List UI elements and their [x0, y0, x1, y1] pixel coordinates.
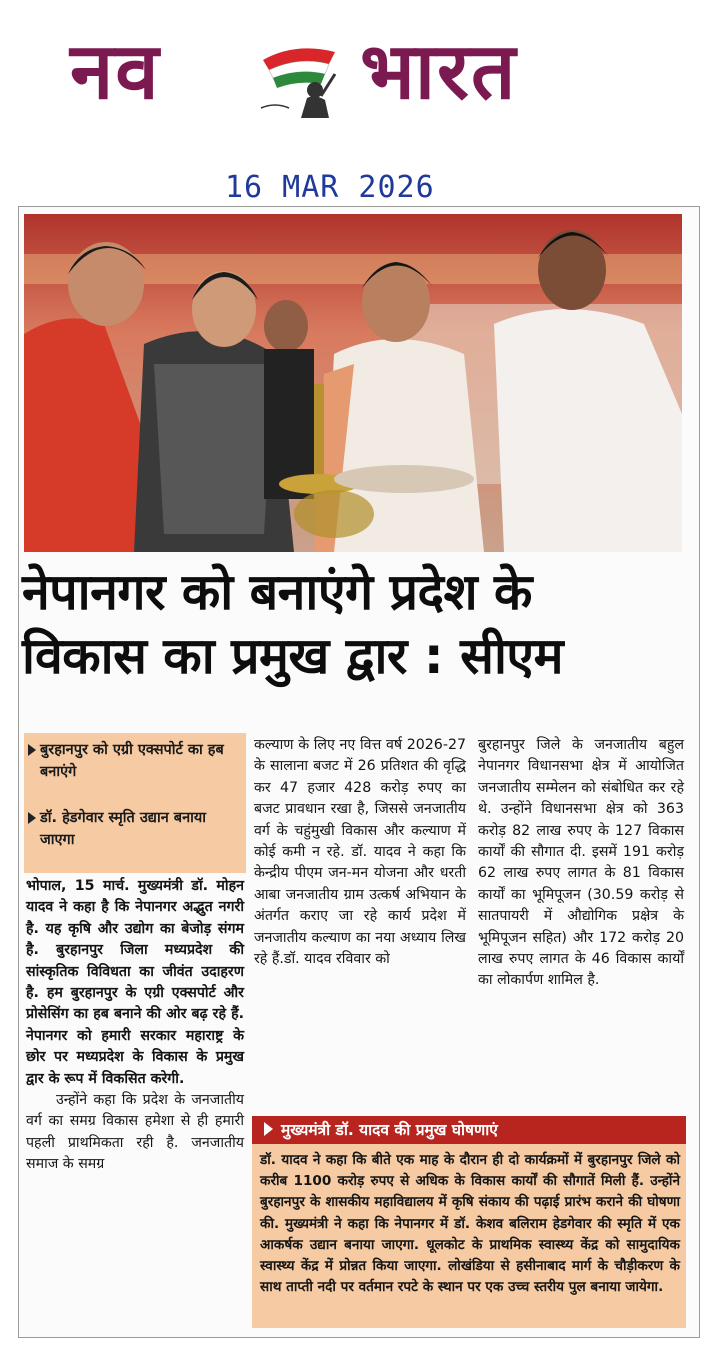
headline-line-2: विकास का प्रमुख द्वार : सीएम: [22, 627, 563, 685]
announcements-box: [252, 1116, 686, 1328]
highlight-item: [28, 807, 238, 851]
bullet-triangle-icon: [28, 812, 36, 824]
date-stamp: 16 MAR 2026: [225, 170, 435, 205]
highlight-text: डॉ. हेडगेवार स्मृति उद्यान बनाया जाएगा: [40, 810, 207, 848]
body-paragraph: कल्याण के लिए नए वित्त वर्ष 2026-27 के सालाना बजट में 26 प्रतिशत की वृद्धि कर 47 हजार 428 करोड़ रुपए का बजट प्रावधान रखा है, जिससे जनजातीय वर्ग के चहुंमुखी विकास और कल्याण में कोई कमी न रहे. डॉ. यादव ने कहा कि केन्द्रीय पीएम जन-मन योजना और धरती आबा जनजातीय ग्राम उत्कर्ष अभियान के अंतर्गत कराए जा रहे कार्य प्रदेश में जनजातीय कल्याण का नया अध्याय लिख रहे हैं.डॉ. यादव रविवार को: [254, 737, 466, 968]
highlight-item: [28, 739, 238, 783]
bullet-triangle-icon: [28, 744, 36, 756]
announcements-text: डॉ. यादव ने कहा कि बीते एक माह के दौरान ही दो कार्यक्रमों में बुरहानपुर जिले को करीब 1100 करोड़ रुपए से अधिक के विकास कार्यों की सौगातें मिली हैं. उन्होंने बुरहानपुर के शासकीय महाविद्यालय में कृषि संकाय की पढ़ाई प्रारंभ कराने की घोषणा की. मुख्यमंत्री ने कहा कि नेपानगर में डॉ. केशव बलिराम हेडगेवार की स्मृति में एक आकर्षक उद्यान बनाया जाएगा. धूलकोट के प्राथमिक स्वास्थ्य केंद्र को सामुदायिक स्वास्थ्य केंद्र में प्रोन्नत किया जाएगा. लोखंडिया से हसीनाबाद मार्ग के चौड़ीकरण के साथ ताप्ती नदी पर वर्तमान रपटे के स्थान पर एक उच्च स्तरीय पुल बनाया जायेगा.: [260, 1152, 680, 1296]
highlight-text: बुरहानपुर को एग्री एक्सपोर्ट का हब बनाएंगे: [40, 742, 224, 780]
title-triangle-icon: [264, 1122, 273, 1136]
masthead-left-word: नव: [70, 26, 161, 117]
announcements-title: मुख्यमंत्री डॉ. यादव की प्रमुख घोषणाएं: [281, 1121, 498, 1139]
lead-paragraph: भोपाल, 15 मार्च. मुख्यमंत्री डॉ. मोहन यादव ने कहा है कि नेपानगर अद्भुत नगरी है. यह कृषि और उद्योग का बेजोड़ संगम है. बुरहानपुर जिला मध्यप्रदेश की सांस्कृतिक विविधता का जीवंत उदाहरण है. हम बुरहानपुर के एग्री एक्सपोर्ट और प्रोसेसिंग का हब बनाने की ओर बढ़ रहे हैं. नेपानगर को हमारी सरकार महाराष्ट्र के छोर पर मध्यप्रदेश के विकास के प्रमुख द्वार के रूप में विकसित करेगी.: [26, 878, 244, 1087]
masthead: [60, 22, 620, 132]
headline-line-1: नेपानगर को बनाएंगे प्रदेश के: [22, 563, 532, 621]
highlights-box: [24, 733, 246, 873]
event-photo: [24, 214, 682, 552]
body-paragraph: बुरहानपुर जिले के जनजातीय बहुल नेपानगर विधानसभा क्षेत्र में आयोजित जनजातीय सम्मेलन को संबोधित कर रहे थे. उन्होंने विधानसभा क्षेत्र को 363 करोड़ 82 लाख रुपए के 127 विकास कार्यों की सौगात दी. इसमें 191 करोड़ 62 लाख रुपए लागत के 81 विकास कार्यों का भूमिपूजन (30.59 करोड़ से सातपायरी में औद्योगिक प्रक्षेत्र के भूमिपूजन सहित) और 172 करोड़ 20 लाख रुपए लागत के 46 विकास कार्यों का लोकार्पण शामिल है.: [478, 737, 684, 989]
body-column-1: [26, 876, 244, 1176]
article-headline: [22, 560, 682, 688]
torch-bearer-logo-icon: [255, 38, 347, 120]
body-paragraph: उन्होंने कहा कि प्रदेश के जनजातीय वर्ग का समग्र विकास हमेशा से ही हमारी पहली प्राथमिकता रही है. जनजातीय समाज के समग्र: [26, 1092, 244, 1173]
body-column-3: [478, 735, 684, 992]
announcements-title-bar: [252, 1116, 686, 1144]
masthead-right-word: भारत: [360, 26, 518, 117]
photo-illustration: [24, 214, 682, 552]
body-column-2: [254, 735, 466, 970]
